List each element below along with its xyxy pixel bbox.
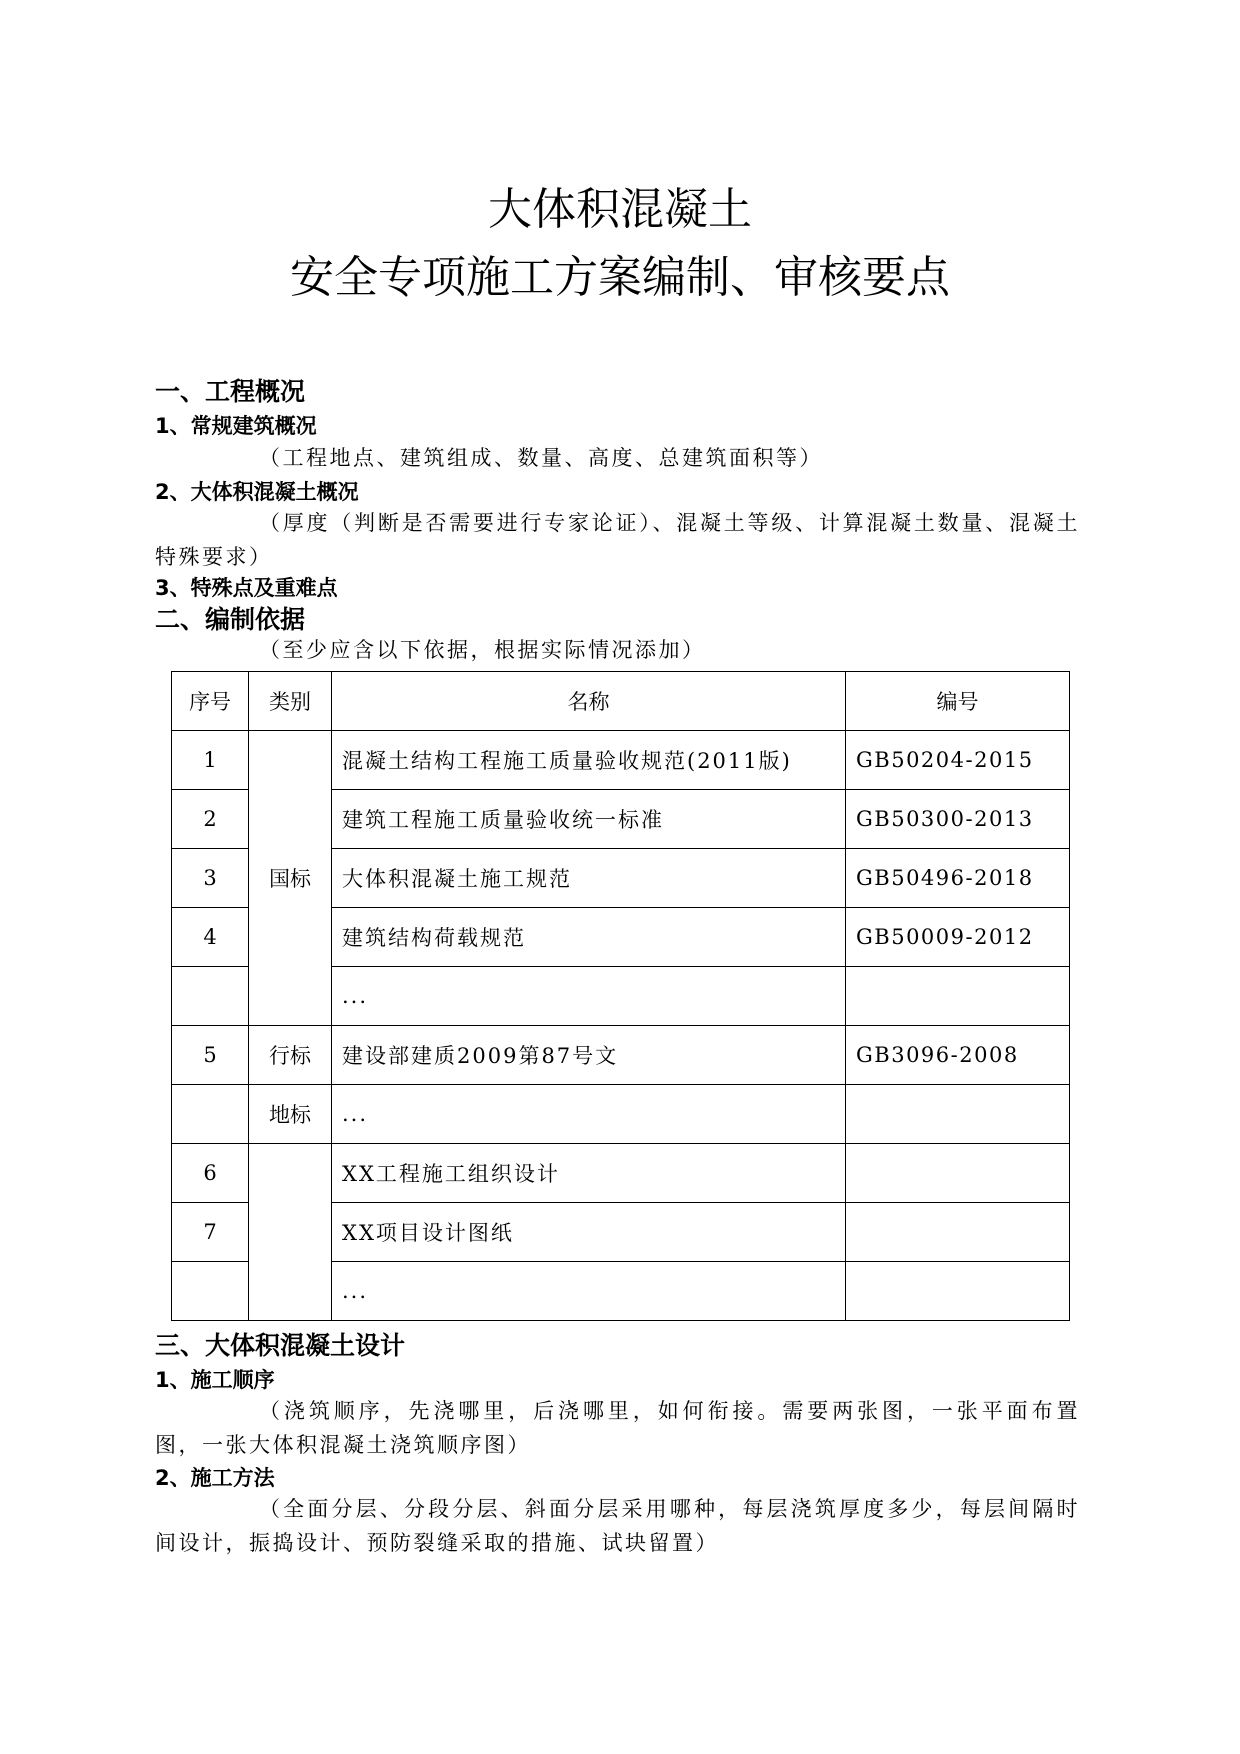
row-no: 6: [172, 1144, 249, 1203]
section3-sub1-note: （浇筑顺序，先浇哪里，后浇哪里，如何衔接。需要两张图，一张平面布置图，一张大体积混凝土浇筑顺序图）: [155, 1399, 1080, 1457]
table-row: [172, 1026, 1070, 1085]
section1-sub2-heading: 2、大体积混凝土概况: [155, 480, 359, 504]
category-cell-empty: [249, 1144, 332, 1321]
row-code: [846, 1203, 1070, 1262]
document-title-line2: 安全专项施工方案编制、审核要点: [290, 252, 950, 303]
row-no: [172, 1262, 249, 1321]
section1-sub1-note: （工程地点、建筑组成、数量、高度、总建筑面积等）: [259, 446, 823, 470]
section3-sub1-heading: 1、施工顺序: [155, 1368, 275, 1392]
row-name: 建设部建质2009第87号文: [332, 1026, 846, 1085]
section1-sub2-note: （厚度（判断是否需要进行专家论证）、混凝土等级、计算混凝土数量、混凝土特殊要求）: [155, 511, 1080, 569]
row-no: 7: [172, 1203, 249, 1262]
row-code: [846, 967, 1070, 1026]
row-no: 1: [172, 731, 249, 790]
row-name: ...: [332, 1262, 846, 1321]
section1-heading: 一、工程概况: [155, 377, 306, 406]
row-code: GB50204-2015: [846, 731, 1070, 790]
basis-table: [171, 671, 1070, 1321]
category-cell-dibiao: 地标: [249, 1085, 332, 1144]
row-code: [846, 1144, 1070, 1203]
row-name: ...: [332, 967, 846, 1026]
category-cell-guobiao: 国标: [249, 731, 332, 1026]
category-cell-hangbiao: 行标: [249, 1026, 332, 1085]
table-header-row: [172, 672, 1070, 731]
row-name: 大体积混凝土施工规范: [332, 849, 846, 908]
section1-sub1-heading: 1、常规建筑概况: [155, 414, 317, 438]
row-name: 建筑结构荷载规范: [332, 908, 846, 967]
header-cell-category: 类别: [249, 672, 332, 731]
section2-heading: 二、编制依据: [155, 605, 306, 634]
document-title-line1: 大体积混凝土: [488, 184, 752, 235]
row-code: GB50009-2012: [846, 908, 1070, 967]
row-code: GB50300-2013: [846, 790, 1070, 849]
section2-note: （至少应含以下依据，根据实际情况添加）: [259, 638, 706, 662]
row-no: 2: [172, 790, 249, 849]
row-code: [846, 1262, 1070, 1321]
row-name: 混凝土结构工程施工质量验收规范(2011版): [332, 731, 846, 790]
table-row: [172, 1144, 1070, 1203]
section1-sub3-heading: 3、特殊点及重难点: [155, 576, 338, 600]
row-code: GB3096-2008: [846, 1026, 1070, 1085]
row-name: XX工程施工组织设计: [332, 1144, 846, 1203]
row-no: 5: [172, 1026, 249, 1085]
row-name: XX项目设计图纸: [332, 1203, 846, 1262]
section3-heading: 三、大体积混凝土设计: [155, 1331, 406, 1360]
row-name: 建筑工程施工质量验收统一标准: [332, 790, 846, 849]
row-no: 4: [172, 908, 249, 967]
row-code: [846, 1085, 1070, 1144]
section3-sub2-heading: 2、施工方法: [155, 1466, 275, 1490]
row-code: GB50496-2018: [846, 849, 1070, 908]
row-no: [172, 967, 249, 1026]
header-cell-code: 编号: [846, 672, 1070, 731]
header-cell-name: 名称: [332, 672, 846, 731]
row-no: [172, 1085, 249, 1144]
header-cell-no: 序号: [172, 672, 249, 731]
row-no: 3: [172, 849, 249, 908]
section3-sub2-note: （全面分层、分段分层、斜面分层采用哪种，每层浇筑厚度多少，每层间隔时间设计，振捣设计、预防裂缝采取的措施、试块留置）: [155, 1497, 1080, 1555]
table-row: [172, 731, 1070, 790]
row-name: ...: [332, 1085, 846, 1144]
table-row: [172, 1085, 1070, 1144]
